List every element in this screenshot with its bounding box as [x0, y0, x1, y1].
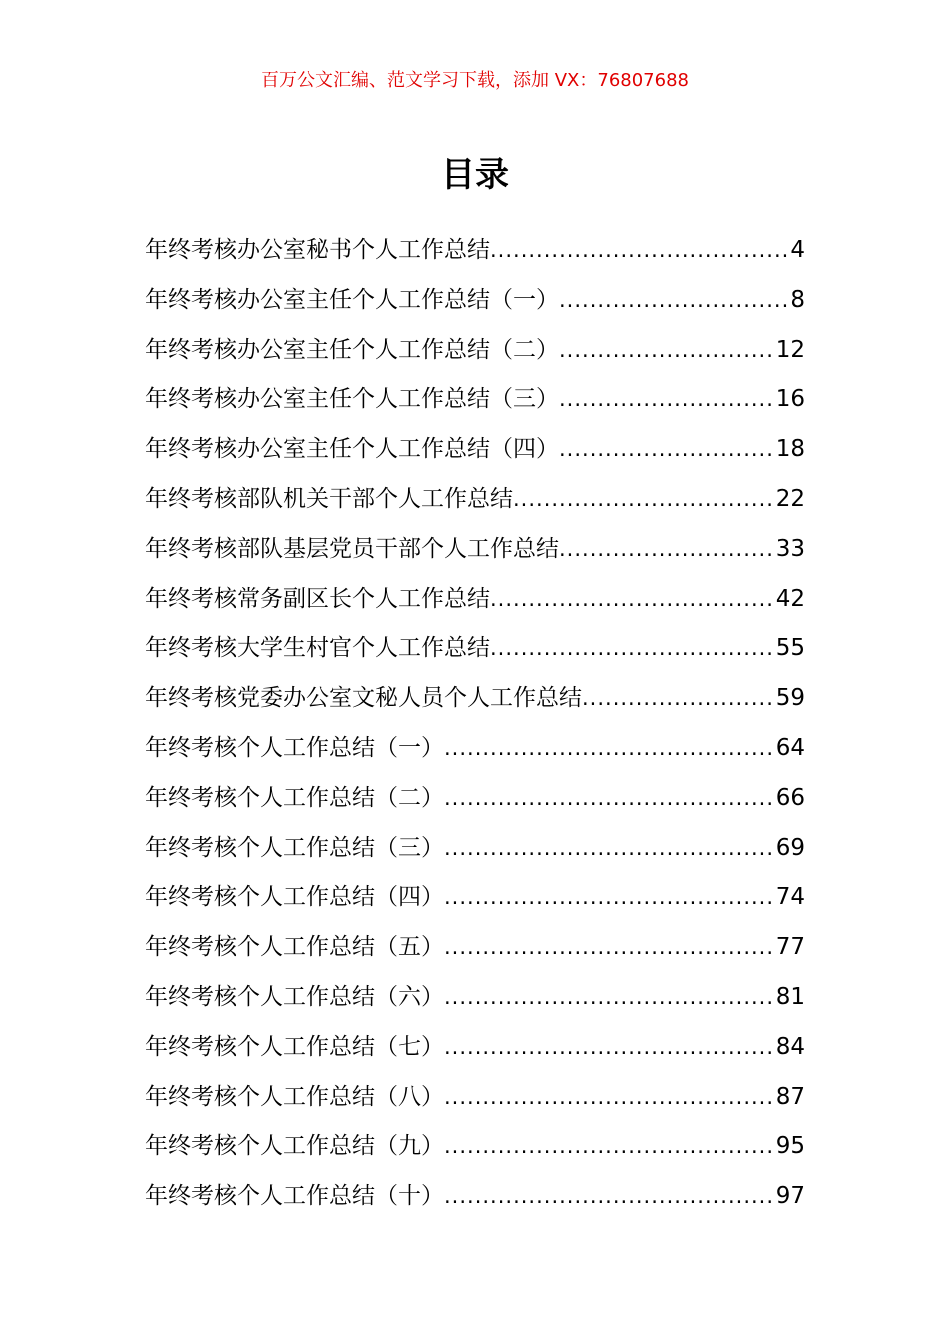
- toc-entry[interactable]: [145, 375, 805, 425]
- toc-entry-title: 年终考核个人工作总结（七）: [145, 1033, 444, 1060]
- toc-entry[interactable]: [145, 475, 805, 525]
- toc-leader-dots: [444, 1172, 776, 1222]
- page-title: 目录: [441, 155, 509, 195]
- toc-leader-dots: [559, 525, 776, 575]
- toc-leader-dots: [559, 425, 776, 475]
- toc-entry[interactable]: [145, 226, 805, 276]
- toc-entry-title: 年终考核大学生村官个人工作总结: [145, 635, 490, 662]
- toc-entry[interactable]: [145, 525, 805, 575]
- toc-entry-title: 年终考核办公室主任个人工作总结（三）: [145, 386, 559, 413]
- toc-leader-dots: [444, 724, 776, 774]
- toc-entry-title: 年终考核办公室主任个人工作总结（二）: [145, 336, 559, 363]
- toc-entry-title: 年终考核部队机关干部个人工作总结: [145, 485, 513, 512]
- toc-entry[interactable]: [145, 624, 805, 674]
- toc-entry[interactable]: [145, 973, 805, 1023]
- toc-entry[interactable]: [145, 326, 805, 376]
- toc-entry-title: 年终考核个人工作总结（八）: [145, 1083, 444, 1110]
- toc-leader-dots: [444, 973, 776, 1023]
- toc-entry-page: 16: [775, 386, 805, 413]
- toc-entry-title: 年终考核办公室主任个人工作总结（四）: [145, 436, 559, 463]
- toc-entry[interactable]: [145, 873, 805, 923]
- toc-entry-page: 95: [775, 1133, 805, 1160]
- toc-entry[interactable]: [145, 1122, 805, 1172]
- toc-entry-title: 年终考核个人工作总结（十）: [145, 1183, 444, 1210]
- toc-entry[interactable]: [145, 1073, 805, 1123]
- toc-leader-dots: [582, 674, 776, 724]
- toc-entry-title: 年终考核办公室主任个人工作总结（一）: [145, 286, 559, 313]
- toc-entry-title: 年终考核个人工作总结（二）: [145, 784, 444, 811]
- toc-entry-page: 55: [775, 635, 805, 662]
- toc-leader-dots: [444, 1122, 776, 1172]
- toc-entry-title: 年终考核党委办公室文秘人员个人工作总结: [145, 685, 582, 712]
- toc-leader-dots: [444, 1023, 776, 1073]
- toc-entry-page: 81: [775, 983, 805, 1010]
- toc-entry-page: 12: [775, 336, 805, 363]
- toc-entry-page: 64: [775, 734, 805, 761]
- toc-leader-dots: [513, 475, 776, 525]
- toc-entry[interactable]: [145, 923, 805, 973]
- toc-leader-dots: [444, 1073, 776, 1123]
- toc-entry[interactable]: [145, 425, 805, 475]
- toc-entry-page: 97: [775, 1183, 805, 1210]
- toc-entry-page: 4: [790, 237, 805, 263]
- toc-entry[interactable]: [145, 824, 805, 874]
- toc-entry-page: 77: [775, 934, 805, 961]
- toc-entry-page: 69: [775, 834, 805, 861]
- toc-entry[interactable]: [145, 1023, 805, 1073]
- toc-leader-dots: [444, 873, 776, 923]
- toc-entry-page: 18: [775, 436, 805, 463]
- toc-entry-page: 42: [775, 585, 805, 612]
- toc-entry-page: 84: [775, 1033, 805, 1060]
- toc-leader-dots: [490, 226, 790, 276]
- toc-entry-title: 年终考核常务副区长个人工作总结: [145, 585, 490, 612]
- toc-entry-title: 年终考核个人工作总结（五）: [145, 934, 444, 961]
- toc-entry-title: 年终考核办公室秘书个人工作总结: [145, 237, 490, 263]
- toc-leader-dots: [490, 624, 776, 674]
- toc-entry-title: 年终考核个人工作总结（九）: [145, 1133, 444, 1160]
- toc-entry[interactable]: [145, 774, 805, 824]
- toc-entry-page: 59: [775, 685, 805, 712]
- toc-leader-dots: [444, 774, 776, 824]
- toc-leader-dots: [559, 326, 776, 376]
- toc-entry-page: 87: [775, 1083, 805, 1110]
- toc-entry-page: 22: [775, 485, 805, 512]
- toc-leader-dots: [444, 824, 776, 874]
- toc-entry[interactable]: [145, 674, 805, 724]
- toc-entry[interactable]: [145, 1172, 805, 1222]
- toc-entry-page: 66: [775, 784, 805, 811]
- toc-entry-title: 年终考核部队基层党员干部个人工作总结: [145, 535, 559, 562]
- toc-entry-title: 年终考核个人工作总结（六）: [145, 983, 444, 1010]
- toc-leader-dots: [559, 375, 776, 425]
- toc-entry[interactable]: [145, 276, 805, 326]
- toc-entry-title: 年终考核个人工作总结（三）: [145, 834, 444, 861]
- table-of-contents: [145, 226, 805, 1222]
- toc-entry[interactable]: [145, 575, 805, 625]
- toc-entry[interactable]: [145, 724, 805, 774]
- toc-entry-page: 74: [775, 884, 805, 911]
- toc-entry-title: 年终考核个人工作总结（一）: [145, 734, 444, 761]
- toc-leader-dots: [559, 276, 790, 326]
- toc-leader-dots: [444, 923, 776, 973]
- toc-leader-dots: [490, 575, 776, 625]
- toc-entry-title: 年终考核个人工作总结（四）: [145, 884, 444, 911]
- toc-entry-page: 8: [790, 286, 805, 313]
- toc-entry-page: 33: [775, 535, 805, 562]
- header-note: 百万公文汇编、范文学习下载，添加 VX：76807688: [261, 70, 689, 91]
